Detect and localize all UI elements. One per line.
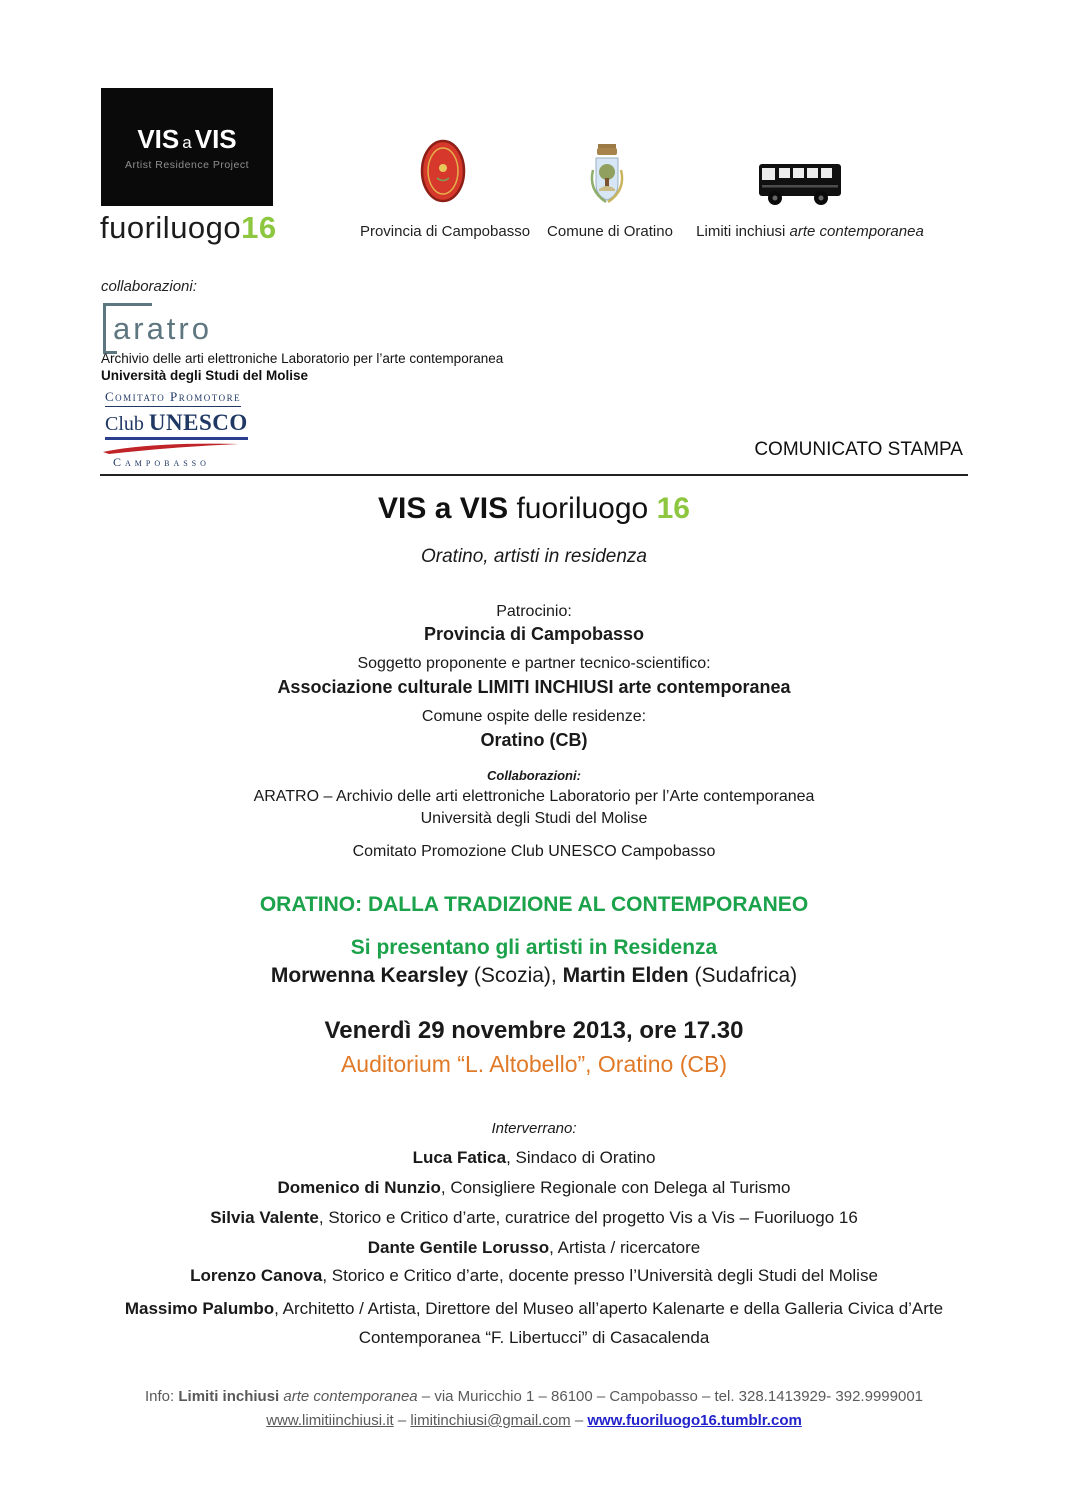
- speaker-name: Domenico di Nunzio: [277, 1178, 441, 1197]
- artist-2-country: (Sudafrica): [688, 964, 798, 987]
- unesco-logo: [105, 388, 255, 470]
- speaker-name: Dante Gentile Lorusso: [367, 1238, 550, 1257]
- speaker-line: [0, 1208, 1068, 1228]
- speaker-line: [0, 1266, 1068, 1286]
- footer-website-link[interactable]: www.limitiinchiusi.it: [266, 1412, 394, 1429]
- speaker-role: , Storico e Critico d’arte, curatrice del progetto Vis a Vis – Fuoriluogo 16: [318, 1208, 858, 1227]
- collaborations-label: Collaborazioni:: [487, 768, 581, 783]
- artist-2-name: Martin Elden: [562, 964, 689, 987]
- title-fuoriluogo: fuoriluogo: [516, 492, 657, 525]
- speaker-role: , Architetto / Artista, Direttore del Museo all’aperto Kalenarte e della Galleria Civica d’Arte Contemporanea “F. Libertucci” di Casacalenda: [274, 1299, 944, 1347]
- aratro-wordmark: aratro: [113, 311, 212, 346]
- speaker-role: , Storico e Critico d’arte, docente presso l’Università degli Studi del Molise: [322, 1266, 878, 1285]
- speaker-name: Massimo Palumbo: [124, 1299, 275, 1318]
- speaker-role: , Artista / ricercatore: [549, 1238, 701, 1257]
- unesco-comitato-line: Comitato Promotore: [105, 389, 241, 407]
- collaborazioni-label: collaborazioni:: [101, 278, 197, 295]
- partner-label-provincia: Provincia di Campobasso: [359, 223, 531, 240]
- speaker-line: [0, 1178, 1068, 1198]
- speakers-label: Interverrano:: [491, 1120, 577, 1137]
- footer-links-line: [0, 1412, 1068, 1429]
- footer-org-name: Limiti inchiusi: [178, 1388, 284, 1405]
- title-vis-a-vis: VIS a VIS: [378, 492, 517, 525]
- collaborations-line-unesco: Comitato Promozione Club UNESCO Campobasso: [352, 843, 716, 860]
- footer-tumblr-link[interactable]: www.fuoriluogo16.tumblr.com: [587, 1412, 802, 1429]
- soggetto-label: Soggetto proponente e partner tecnico-scientifico:: [357, 655, 711, 672]
- event-datetime: Venerdì 29 novembre 2013, ore 17.30: [324, 1017, 744, 1044]
- headline-artists: Si presentano gli artisti in Residenza: [350, 936, 718, 959]
- page-title: [0, 492, 1068, 526]
- logo-vis-right: VIS: [194, 123, 237, 154]
- collaborations-line-aratro: ARATRO – Archivio delle arti elettroniche Laboratorio per l’Arte contemporanea: [253, 788, 815, 805]
- event-venue: Auditorium “L. Altobello”, Oratino (CB): [340, 1051, 728, 1077]
- title-number: 16: [656, 492, 690, 525]
- unesco-red-swoosh-icon: [101, 441, 241, 454]
- collaborations-line-university: Università degli Studi del Molise: [420, 810, 648, 827]
- speaker-name: Lorenzo Canova: [190, 1266, 323, 1285]
- footer-org-tagline: arte contemporanea: [283, 1388, 418, 1405]
- artists-line: [0, 964, 1068, 988]
- limiti-tagline: arte contemporanea: [789, 223, 924, 240]
- fuoriluogo16-wordmark: [100, 210, 277, 246]
- headline-oratino: ORATINO: DALLA TRADIZIONE AL CONTEMPORANEO: [259, 893, 809, 916]
- speaker-role: , Sindaco di Oratino: [506, 1148, 656, 1167]
- patrocinio-label: Patrocinio:: [496, 603, 572, 620]
- comune-oratino-coat-of-arms-icon: [584, 140, 630, 218]
- limiti-name: Limiti inchiusi: [696, 223, 790, 240]
- partner-label-comune: Comune di Oratino: [547, 223, 673, 240]
- speaker-name: Luca Fatica: [412, 1148, 507, 1167]
- provincia-campobasso-seal-icon: [420, 138, 466, 204]
- unesco-club-line: [105, 410, 248, 440]
- aratro-university: Università degli Studi del Molise: [101, 368, 309, 383]
- comune-ospite-label: Comune ospite delle residenze:: [421, 708, 647, 725]
- aratro-logo: [103, 303, 223, 353]
- vis-a-vis-logo: [101, 88, 273, 206]
- logo-vis-left: VIS: [137, 123, 180, 154]
- speaker-role: , Consigliere Regionale con Delega al Turismo: [440, 1178, 791, 1197]
- footer-link-separator: –: [570, 1412, 588, 1429]
- unesco-city-line: Campobasso: [113, 455, 210, 469]
- unesco-name-word: UNESCO: [148, 410, 248, 435]
- partner-label-limiti: [680, 223, 940, 240]
- speaker-line: [0, 1238, 1068, 1258]
- speaker-line: [104, 1294, 964, 1352]
- vis-a-vis-logo-title: [137, 124, 236, 155]
- logo-subtitle: Artist Residence Project: [124, 158, 250, 171]
- comune-ospite-value: Oratino (CB): [480, 730, 588, 750]
- logo-a: a: [182, 132, 192, 152]
- speaker-line: [0, 1148, 1068, 1168]
- patrocinio-value: Provincia di Campobasso: [423, 624, 645, 644]
- artist-1-name: Morwenna Kearsley: [270, 964, 469, 987]
- wordmark-text: fuoriluogo: [100, 210, 242, 245]
- aratro-description: Archivio delle arti elettroniche Laboratorio per l’arte contemporanea: [101, 351, 504, 366]
- speaker-name: Silvia Valente: [210, 1208, 319, 1227]
- unesco-club-word: Club: [105, 413, 149, 435]
- artist-1-country: (Scozia),: [468, 964, 563, 987]
- limiti-inchiusi-bus-icon: [757, 158, 843, 208]
- footer-info-label: Info:: [145, 1388, 179, 1405]
- footer-link-separator: –: [393, 1412, 411, 1429]
- page-subtitle: Oratino, artisti in residenza: [421, 546, 647, 567]
- footer-info-line: [0, 1388, 1068, 1405]
- comunicato-stampa-label: COMUNICATO STAMPA: [754, 439, 963, 460]
- wordmark-number: 16: [241, 210, 277, 245]
- footer-address: – via Muricchio 1 – 86100 – Campobasso – tel. 328.1413929- 392.9999001: [417, 1388, 923, 1405]
- horizontal-rule: [100, 474, 968, 476]
- soggetto-value: Associazione culturale LIMITI INCHIUSI arte contemporanea: [277, 677, 791, 697]
- footer-email-link[interactable]: limitinchiusi@gmail.com: [410, 1412, 571, 1429]
